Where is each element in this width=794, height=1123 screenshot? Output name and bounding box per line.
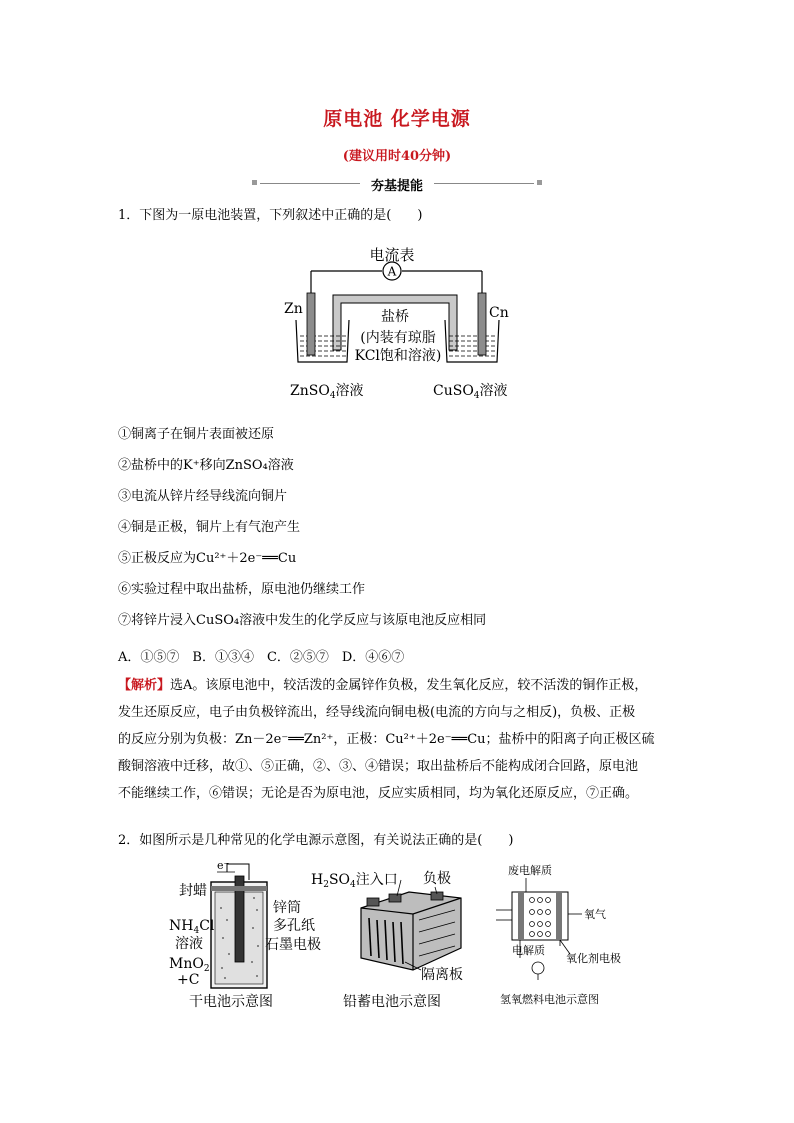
statement-1: ①铜离子在铜片表面被还原 (118, 427, 275, 442)
nh4cl-label: $NH_4Cl$ (169, 918, 215, 936)
fuel-cell-caption: 氢氧燃料电池示意图 (500, 993, 599, 1006)
electrolyte-label: 电解质 (512, 944, 545, 957)
statement-2: ②盐桥中的K⁺移向ZnSO₄溶液 (118, 458, 294, 473)
statement-3: ③电流从锌片经导线流向铜片 (118, 489, 288, 504)
left-dot (252, 180, 257, 185)
graphite-label: 石墨电极 (265, 937, 321, 953)
lead-battery-figure (305, 858, 495, 1013)
right-dot (537, 180, 542, 185)
separator-label: 隔离板 (421, 967, 463, 983)
zinc-electrode-icon (307, 293, 315, 355)
h2so4-label: $H_2SO_4$注入口 (311, 872, 398, 890)
lead-battery-caption: 铅蓄电池示意图 (343, 994, 441, 1010)
oxygen-label: 氧气 (584, 908, 606, 921)
bridge-note-1: (内装有琼脂 (360, 330, 436, 346)
page-title: 原电池 化学电源 (323, 108, 471, 130)
zinc-can-label: 锌筒 (273, 900, 301, 916)
statement-4: ④铜是正极，铜片上有气泡产生 (118, 520, 301, 535)
right-solution-label: CuSO$_4$溶液 (433, 383, 508, 401)
ammeter-label: 电流表 (369, 246, 415, 264)
porous-paper-label: 多孔纸 (273, 918, 315, 934)
right-rule (434, 183, 534, 184)
fuel-cell-figure (490, 862, 650, 1012)
electron-label: e⁻ (217, 859, 230, 872)
solution-label: 溶液 (175, 936, 203, 952)
left-rule (260, 183, 360, 184)
left-solution-label: ZnSO$_4$溶液 (290, 383, 364, 401)
copper-electrode-icon (478, 293, 486, 355)
negative-label: 负极 (423, 871, 451, 887)
right-electrode-label: Cn (489, 305, 509, 321)
galvanic-cell-figure (276, 238, 526, 403)
bridge-note-2: KCl饱和溶液) (354, 348, 442, 364)
question-1-stem: 1．下图为一原电池装置，下列叙述中正确的是( ) (118, 208, 423, 223)
plus-c-label: +C (177, 972, 200, 988)
bulb-icon (532, 962, 544, 974)
ammeter-symbol: A (387, 264, 397, 279)
mno2-label: MnO$_2$ (169, 956, 210, 974)
suggested-time: (建议用时40分钟) (342, 149, 452, 164)
seal-label: 封蜡 (179, 883, 207, 899)
waste-electrolyte-label: 废电解质 (508, 864, 552, 877)
analysis-line-3: 的反应分别为负极：Zn－2e⁻══Zn²⁺，正极：Cu²⁺＋2e⁻══Cu；盐桥中的阳离子向正极区硫 (118, 732, 655, 747)
analysis-line-1: 【解析】选A。该原电池中，较活泼的金属锌作负极，发生氧化反应，较不活泼的铜作正极， (118, 678, 648, 693)
oxidant-electrode-label: 氧化剂电极 (566, 952, 621, 965)
analysis-line-5: 不能继续工作，⑥错误；无论是否为原电池，反应实质相同，均为氧化还原反应，⑦正确。 (118, 786, 639, 801)
salt-bridge-label: 盐桥 (381, 309, 409, 325)
section-header (252, 175, 542, 193)
question-1-analysis (118, 672, 678, 807)
analysis-tag: 【解析】 (118, 678, 171, 693)
statement-6: ⑥实验过程中取出盐桥，原电池仍继续工作 (118, 582, 366, 597)
analysis-line-4: 酸铜溶液中迁移，故①、⑤正确，②、③、④错误；取出盐桥后不能构成闭合回路，原电池 (118, 759, 639, 774)
question-2-stem: 2．如图所示是几种常见的化学电源示意图，有关说法正确的是( ) (118, 833, 514, 848)
section-label: 夯基提能 (370, 179, 423, 194)
question-1-options: A．①⑤⑦ B．①③④ C．②⑤⑦ D．④⑥⑦ (118, 650, 405, 665)
dry-cell-caption: 干电池示意图 (189, 994, 273, 1010)
statement-5: ⑤正极反应为Cu²⁺＋2e⁻══Cu (118, 551, 297, 566)
analysis-line-2: 发生还原反应，电子由负极锌流出，经导线流向铜电极(电流的方向与之相反)，负极、正极 (118, 705, 636, 720)
statement-7: ⑦将锌片浸入CuSO₄溶液中发生的化学反应与该原电池反应相同 (118, 613, 487, 628)
left-electrode-label: Zn (284, 301, 303, 317)
